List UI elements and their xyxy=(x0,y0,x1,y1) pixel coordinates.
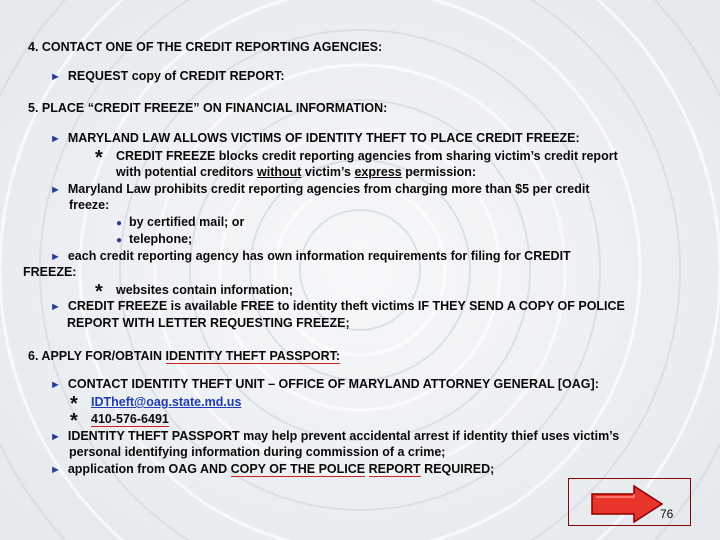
item-6-heading xyxy=(28,349,340,364)
underlined-police: COPY OF THE POLICE xyxy=(230,462,366,476)
item-5-sub-2a xyxy=(116,215,244,231)
star-bullet-icon: * xyxy=(95,147,103,169)
star-bullet-icon: * xyxy=(70,393,78,415)
oag-phone xyxy=(91,412,169,427)
arrow-bullet-icon: ► xyxy=(50,71,61,83)
text-part: victim’s xyxy=(301,165,355,179)
arrow-bullet-icon: ► xyxy=(50,464,61,476)
underlined-report: REPORT xyxy=(368,462,421,476)
item-4-bullet xyxy=(50,69,285,85)
item-6-bullet-1-text: CONTACT IDENTITY THEFT UNIT – OFFICE OF MARYLAND ATTORNEY GENERAL [OAG]: xyxy=(67,377,599,391)
sub-2a-text: by certified mail; or xyxy=(129,215,245,229)
sub-2b-text: telephone; xyxy=(129,232,193,246)
arrow-bullet-icon: ► xyxy=(50,379,61,391)
arrow-bullet-icon: ► xyxy=(50,301,61,313)
arrow-bullet-icon: ► xyxy=(50,251,61,263)
phone-text: 410-576-6491 xyxy=(91,412,169,426)
item-5-bullet-2-text: Maryland Law prohibits credit reporting agencies from charging more than $5 per credit xyxy=(67,182,590,196)
arrow-bullet-icon: ► xyxy=(50,184,61,196)
item-5-bullet-4-text: CREDIT FREEZE is available FREE to identity theft victims IF THEY SEND A COPY OF POLICE xyxy=(67,299,625,313)
item-4-bullet-text: REQUEST copy of CREDIT REPORT: xyxy=(67,69,285,83)
item-5-bullet-2 xyxy=(50,182,589,198)
text-part: application from OAG AND xyxy=(67,462,231,476)
item-5-bullet-2-line-2: freeze: xyxy=(69,198,110,212)
item-5-bullet-4-line-2: REPORT WITH LETTER REQUESTING FREEZE; xyxy=(67,316,350,330)
item-5-sub-3: websites contain information; xyxy=(116,283,294,297)
item-6-bullet-2-line-2: personal identifying information during commission of a crime; xyxy=(69,445,446,459)
item-6-bullet-2 xyxy=(50,429,619,445)
arrow-bullet-icon: ► xyxy=(50,133,61,145)
dot-bullet-icon: ● xyxy=(116,235,123,246)
text-part: with potential creditors xyxy=(116,165,257,179)
text-part: permission: xyxy=(401,165,477,179)
item-6-heading-passport: IDENTITY THEFT PASSPORT: xyxy=(165,349,341,363)
item-5-bullet-3-line-2: FREEZE: xyxy=(23,265,77,279)
underlined-word-express: express xyxy=(354,165,402,179)
item-5-bullet-4 xyxy=(50,299,625,315)
item-5-sub-1-line-1: CREDIT FREEZE blocks credit reporting agencies from sharing victim’s credit report xyxy=(116,149,618,163)
oag-email-link[interactable] xyxy=(91,395,241,410)
dot-bullet-icon: ● xyxy=(116,218,123,229)
email-link-text[interactable]: IDTheft@oag.state.md.us xyxy=(91,395,242,409)
underlined-word-without: without xyxy=(257,165,302,179)
star-bullet-icon: * xyxy=(70,410,78,432)
item-6-bullet-1 xyxy=(50,377,599,393)
item-6-bullet-3 xyxy=(50,462,494,478)
item-4-heading: 4. CONTACT ONE OF THE CREDIT REPORTING AGENCIES: xyxy=(28,40,383,54)
next-arrow-icon[interactable] xyxy=(590,484,664,524)
item-5-bullet-3-text: each credit reporting agency has own information requirements for filing for CREDIT xyxy=(67,249,571,263)
page-number: 76 xyxy=(660,507,674,521)
star-bullet-icon: * xyxy=(95,281,103,303)
arrow-bullet-icon: ► xyxy=(50,431,61,443)
item-6-bullet-2-text: IDENTITY THEFT PASSPORT may help prevent accidental arrest if identity thief uses victim’s xyxy=(67,429,620,443)
text-part: REQUIRED; xyxy=(420,462,495,476)
item-5-sub-2b xyxy=(116,232,192,248)
item-5-bullet-3 xyxy=(50,249,571,265)
item-5-bullet-1 xyxy=(50,131,580,147)
item-5-bullet-1-text: MARYLAND LAW ALLOWS VICTIMS OF IDENTITY THEFT TO PLACE CREDIT FREEZE: xyxy=(67,131,580,145)
item-5-heading: 5. PLACE “CREDIT FREEZE” ON FINANCIAL INFORMATION: xyxy=(28,101,388,115)
item-6-heading-prefix: 6. APPLY FOR/OBTAIN xyxy=(28,349,166,363)
item-5-sub-1-line-2 xyxy=(116,165,476,180)
